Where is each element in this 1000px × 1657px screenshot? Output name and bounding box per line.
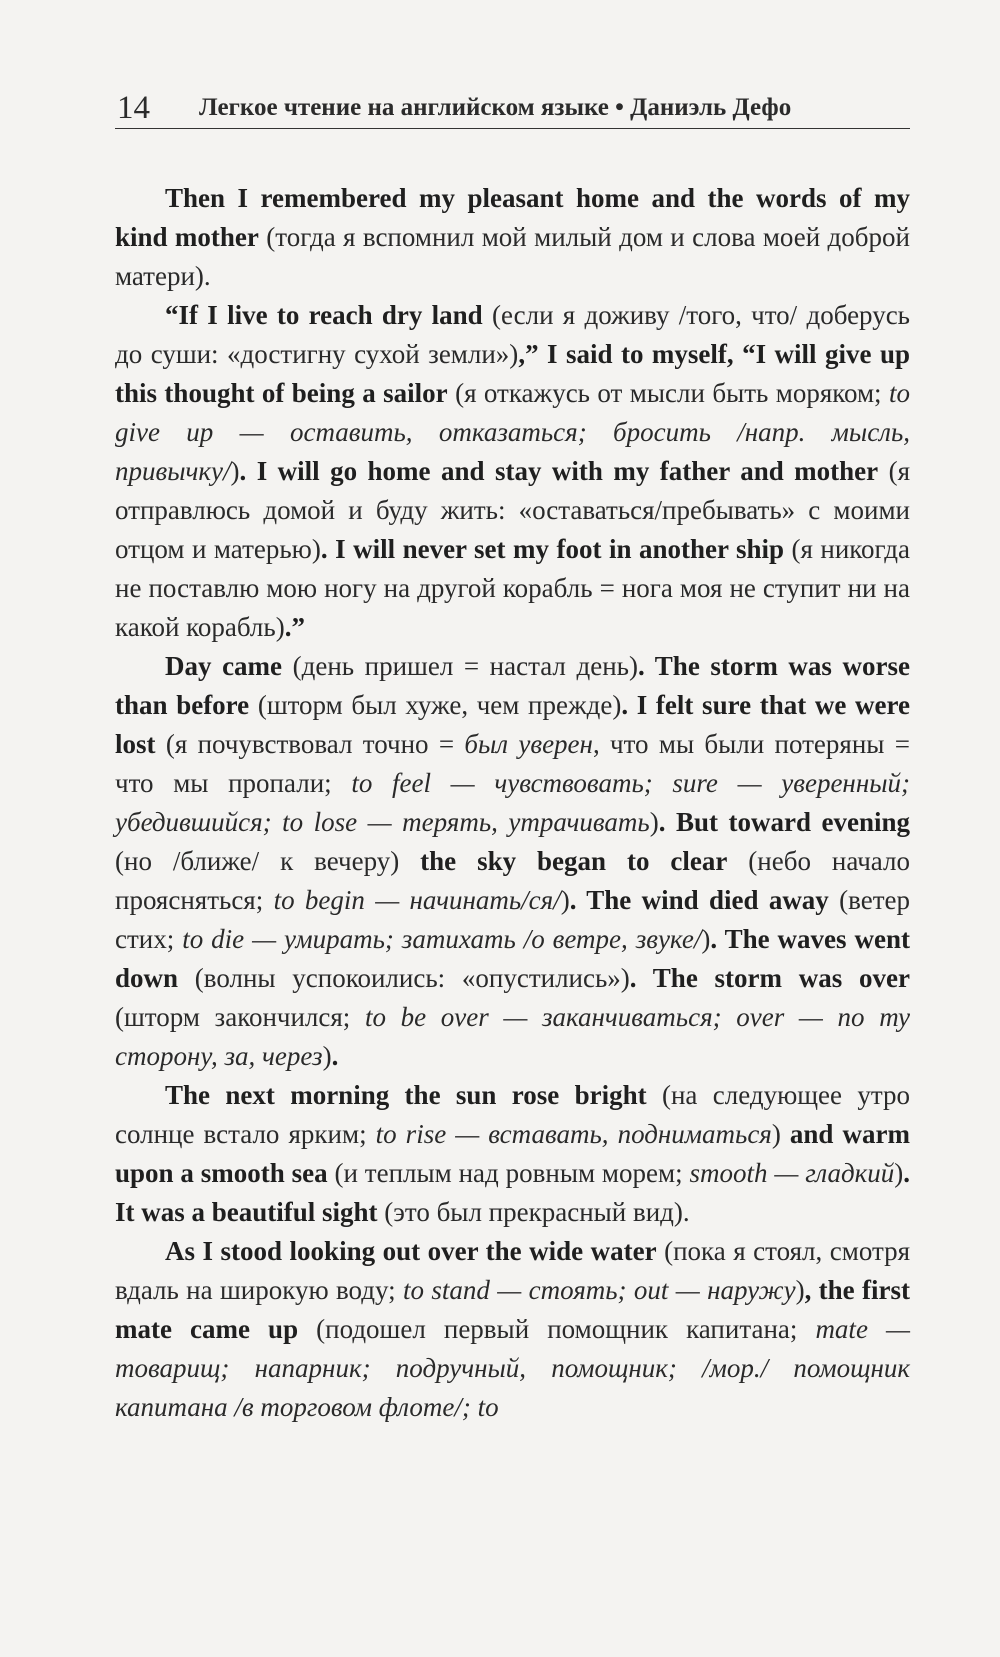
translation-text: (шторм закончился; <box>115 1002 365 1032</box>
translation-text: (тогда я вспомнил мой милый дом и слова моей доброй матери). <box>115 222 910 291</box>
english-text: and warm upon a smooth sea <box>115 1119 910 1188</box>
english-text: ,” I said to myself, “I will give up this thought of being a sailor <box>115 339 910 408</box>
translation-text: ) <box>322 1041 332 1071</box>
english-text: , the first mate came up <box>115 1275 910 1344</box>
translation-text: ) <box>230 456 240 486</box>
english-text: . The waves went down <box>115 924 910 993</box>
english-text: . I will go home and stay with my father and mother <box>239 456 879 486</box>
english-text: . <box>331 1041 339 1071</box>
paragraph <box>115 647 910 1076</box>
translation-text: , что мы были потеряны = что мы пропали; <box>115 729 910 798</box>
translation-text: (подошел первый помощник капитана; <box>298 1314 816 1344</box>
translation-text: (я откажусь от мысли быть моряком; <box>447 378 889 408</box>
gloss-text: to die — умирать; затихать /о ветре, звуке/ <box>182 924 702 954</box>
english-text: . The storm was over <box>629 963 910 993</box>
translation-text: (и теплым над ровным морем; <box>327 1158 690 1188</box>
english-text: Then I remembered my pleasant home and the words of my kind mother <box>115 183 910 252</box>
translation-text: (но /ближе/ к вечеру) <box>115 846 421 876</box>
english-text: . The wind died away <box>569 885 829 915</box>
translation-text: (я почувствовал точно = <box>155 729 465 759</box>
page-header <box>115 88 910 129</box>
translation-text: ) <box>701 924 711 954</box>
gloss-text: to stand — стоять; out — наружу <box>403 1275 796 1305</box>
translation-text: ) <box>649 807 659 837</box>
translation-text: (ветер стих; <box>115 885 910 954</box>
translation-text: (небо начало проясняться; <box>115 846 911 915</box>
gloss-text: mate — товарищ; напарник; подручный, помощник; /мор./ помощник капитана /в торговом флоте/; to <box>115 1314 910 1422</box>
gloss-text: to give up — оставить, отказаться; бросить /напр. мысль, привычку/ <box>115 378 910 486</box>
english-text: . I felt sure that we were lost <box>115 690 910 759</box>
english-text: . The storm was worse than before <box>115 651 910 720</box>
translation-text: (я никогда не поставлю мою ногу на другой корабль = нога моя не ступит ни на какой корабль) <box>115 534 910 642</box>
translation-text: (если я доживу /того, что/ доберусь до суши: «достигну сухой земли») <box>115 300 910 369</box>
translation-text: (я отправлюсь домой и буду жить: «оставаться/пребывать» с моими отцом и матерью) <box>115 456 910 564</box>
body-text <box>115 179 910 1427</box>
gloss-text: to begin — начинать/ся/ <box>273 885 561 915</box>
paragraph <box>115 1232 910 1427</box>
gloss-text: был уверен <box>464 729 593 759</box>
translation-text: (день пришел = настал день) <box>282 651 638 681</box>
translation-text: ) <box>560 885 570 915</box>
running-title: Легкое чтение на английском языке • Даниэль Дефо <box>199 94 792 121</box>
paragraph <box>115 296 910 647</box>
english-text: The next morning the sun rose bright <box>165 1080 647 1110</box>
translation-text: ) <box>795 1275 805 1305</box>
paragraph <box>115 1076 910 1232</box>
translation-text: (шторм был хуже, чем прежде) <box>249 690 622 720</box>
english-text: . I will never set my foot in another ship <box>320 534 785 564</box>
gloss-text: smooth — гладкий <box>689 1158 895 1188</box>
english-text: . But toward evening <box>658 807 911 837</box>
gloss-text: to rise — вставать, подниматься <box>375 1119 772 1149</box>
translation-text: (на следующее утро солнце встало ярким; <box>115 1080 910 1149</box>
translation-text: ) <box>894 1158 904 1188</box>
page-number: 14 <box>117 90 150 126</box>
english-text: “If I live to reach dry land <box>165 300 483 330</box>
translation-text: (волны успокоились: «опустились») <box>178 963 630 993</box>
english-text: . It was a beautiful sight <box>115 1158 911 1227</box>
translation-text: (пока я стоял, смотря вдаль на широкую воду; <box>115 1236 911 1305</box>
translation-text: (это был прекрасный вид). <box>377 1197 690 1227</box>
gloss-text: to feel — чувствовать; sure — уверенный; убедившийся; to lose — терять, утрачивать <box>115 768 910 837</box>
english-text: Day came <box>165 651 283 681</box>
english-text: .” <box>284 612 305 642</box>
english-text: As I stood looking out over the wide water <box>165 1236 657 1266</box>
gloss-text: to be over — заканчиваться; over — по ту сторону, за, через <box>115 1002 911 1071</box>
english-text: the sky began to clear <box>420 846 728 876</box>
paragraph <box>115 179 910 296</box>
translation-text: ) <box>771 1119 790 1149</box>
